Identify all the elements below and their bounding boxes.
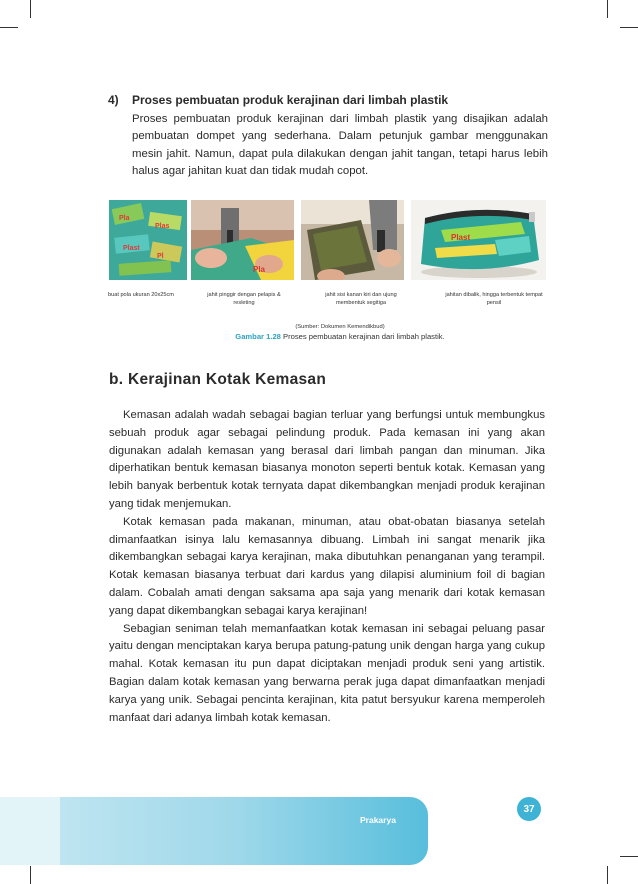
svg-text:Pla: Pla <box>253 265 266 274</box>
caption-step-4: jahitan dibalik, hingga terbentuk tempat pensil <box>445 292 543 306</box>
paragraph: Sebagian seniman telah memanfaatkan kotak kemasan ini sebagai peluang pasar yaitu dengan menciptakan karya berupa patung-patung unik dengan harga yang cukup mahal. Kotak kemasan itu pun dapat diciptakan menjadi produk seni yang artistik. Bagian dalam kotak kemasan yang berwarna perak juga dapat dimanfaatkan menjadi karya yang unik. Sebagai pencinta kerajinan, kita patut bersyukur karena memperoleh manfaat dari adanya limbah kotak kemasan. <box>109 622 545 724</box>
photo-sewing-edge <box>191 200 294 280</box>
paragraph: Kotak kemasan pada makanan, minuman, atau obat-obatan biasanya setelah dimanfaatkan isinya lalu kemasannya dibuang. Limbah ini sangat menarik jika dikembangkan sebagai karya kerajinan, maka dibutuhkan penanganan yang terampil. Kotak kemasan biasanya terbuat dari kardus yang dilapisi aluminium foil di bagian dalam. Cobalah amati dengan saksama apa saja yang menarik dari kotak kemasan yang dapat dikembangkan sebagai karya kerajinan! <box>109 515 545 617</box>
crop-mark <box>0 27 18 28</box>
crop-mark <box>620 27 638 28</box>
caption-step-2: jahit pinggir dengan pelapis & resleting <box>207 292 281 306</box>
footer-bar <box>0 797 428 865</box>
section-b-body <box>109 407 545 727</box>
caption-step-1: buat pola ukuran 20x25cm <box>108 292 174 298</box>
photo-finished-pouch <box>411 200 546 280</box>
figure-label: Gambar 1.28 <box>235 332 281 341</box>
svg-text:Pla: Pla <box>119 215 130 222</box>
section-4-number: 4) <box>108 93 119 107</box>
page-number: 37 <box>517 797 541 821</box>
figure-caption <box>160 332 520 341</box>
section-4-paragraph: Proses pembuatan produk kerajinan dari limbah plastik yang disajikan adalah pembuatan dompet yang sederhana. Dalam petunjuk gambar menggunakan mesin jahit. Namun, dapat pula dilakukan dengan jahit tangan, tetapi harus lebih halus agar jahitan kuat dan tidak mudah copot. <box>132 113 548 178</box>
photo-pattern <box>109 200 187 280</box>
figure-caption-text: Proses pembuatan kerajinan dari limbah plastik. <box>283 332 445 341</box>
svg-text:Plast: Plast <box>123 245 140 252</box>
section-4-title-text: Proses pembuatan produk kerajinan dari limbah plastik <box>132 93 449 107</box>
svg-text:Pl: Pl <box>157 253 164 260</box>
svg-text:Plas: Plas <box>155 223 170 230</box>
svg-text:Plast: Plast <box>451 233 471 242</box>
photo-captions <box>108 291 548 315</box>
section-b-heading: b. Kerajinan Kotak Kemasan <box>109 371 327 388</box>
section-4-title <box>108 92 548 109</box>
photo-sewing-sides <box>301 200 404 280</box>
crop-mark <box>607 866 608 884</box>
figure-source: (Sumber: Dokumen Kemendikbud) <box>295 324 385 330</box>
paragraph: Kemasan adalah wadah sebagai bagian terluar yang berfungsi untuk membungkus sebuah produk agar sebagai pelindung produk. Pada kemasan ini yang akan digunakan adalah kemasan yang berasal dari limbah pangan dan minuman. Jika diperhatikan bentuk kemasan biasanya monoton seperti bentuk kotak. Kemasan yang lebih banyak berbentuk kotak ternyata dapat dikembangkan menjadi produk kerajinan yang tidak menjemukan. <box>109 409 545 510</box>
footer-strip <box>0 797 60 865</box>
crop-mark <box>30 866 31 884</box>
crop-mark <box>30 0 31 18</box>
footer-label: Prakarya <box>360 815 396 825</box>
crop-mark <box>607 0 608 18</box>
process-photo-strip <box>109 200 546 280</box>
section-4 <box>108 92 548 181</box>
caption-step-3: jahit sisi kanan kiri dan ujung membentuk segitiga <box>325 292 397 306</box>
crop-mark <box>620 856 638 857</box>
